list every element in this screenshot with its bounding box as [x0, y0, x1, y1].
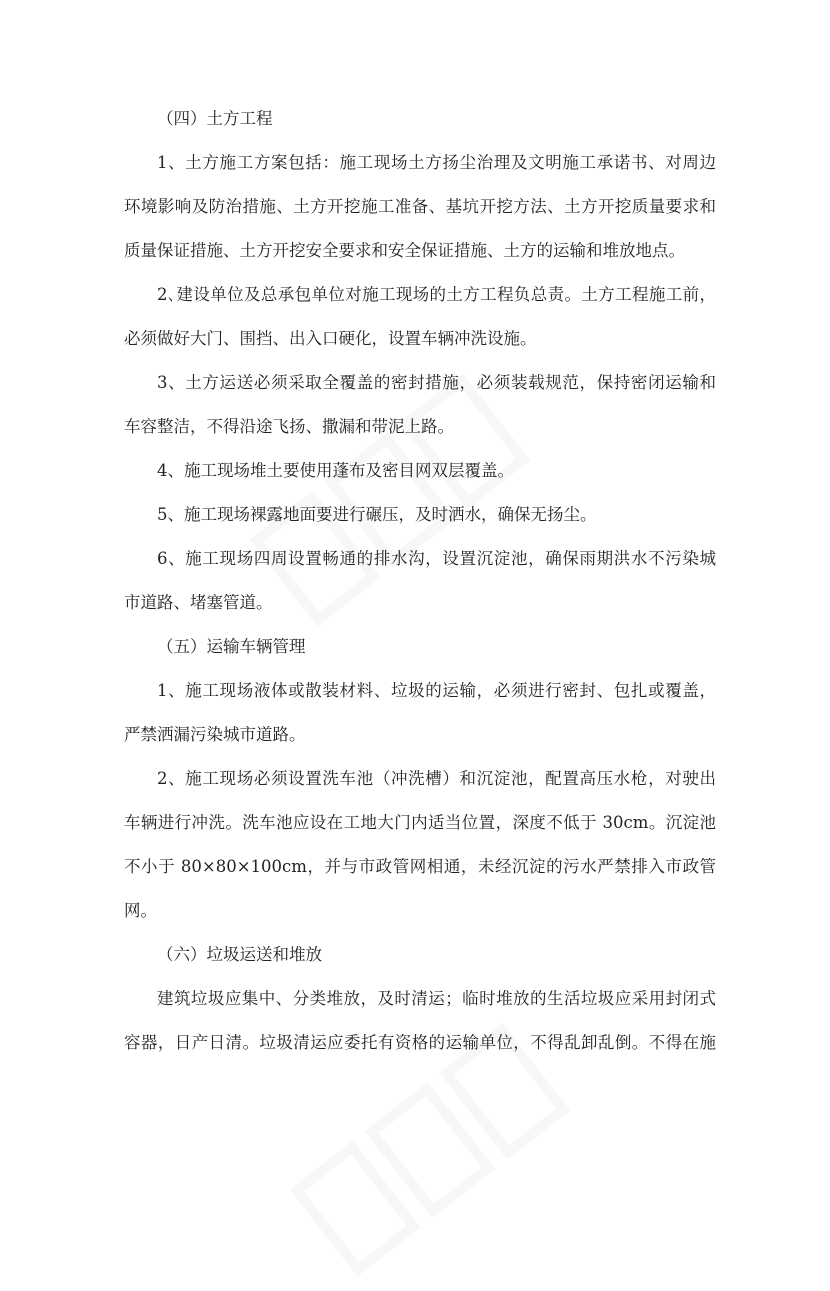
- paragraph-line: 环境影响及防治措施、土方开挖施工准备、基坑开挖方法、土方开挖质量要求和: [124, 197, 716, 216]
- paragraph-line: 容器，日产日清。垃圾清运应委托有资格的运输单位，不得乱卸乱倒。不得在施: [124, 1033, 716, 1052]
- document-body: [124, 108, 716, 1054]
- paragraph-line: 6、施工现场四周设置畅通的排水沟，设置沉淀池，确保雨期洪水不污染城: [157, 549, 716, 568]
- paragraph-line: 车辆进行冲洗。洗车池应设在工地大门内适当位置，深度不低于 30cm。沉淀池: [124, 813, 716, 832]
- paragraph-line: 建筑垃圾应集中、分类堆放，及时清运；临时堆放的生活垃圾应采用封闭式: [157, 989, 716, 1008]
- paragraph-line: 1、土方施工方案包括：施工现场土方扬尘治理及文明施工承诺书、对周边: [157, 153, 716, 172]
- section-heading-five: （五）运输车辆管理: [157, 637, 306, 656]
- section-heading-six: （六）垃圾运送和堆放: [157, 945, 322, 964]
- paragraph-line: 2、施工现场必须设置洗车池（冲洗槽）和沉淀池，配置高压水枪，对驶出: [157, 769, 716, 788]
- paragraph-line: 市道路、堵塞管道。: [124, 593, 273, 612]
- paragraph-line: 车容整洁，不得沿途飞扬、撒漏和带泥上路。: [124, 417, 454, 436]
- paragraph-line: 3、土方运送必须采取全覆盖的密封措施，必须装载规范，保持密闭运输和: [157, 373, 716, 392]
- paragraph-line: 严禁洒漏污染城市道路。: [124, 725, 306, 744]
- paragraph-line: 不小于 80×80×100cm，并与市政管网相通，未经沉淀的污水严禁排入市政管: [124, 857, 716, 876]
- paragraph-line: 必须做好大门、围挡、出入口硬化，设置车辆冲洗设施。: [124, 329, 537, 348]
- paragraph-line: 网。: [124, 901, 157, 920]
- paragraph-line: 2､建设单位及总承包单位对施工现场的土方工程负总责。土方工程施工前，: [157, 285, 716, 304]
- paragraph-line: 1、施工现场液体或散装材料、垃圾的运输，必须进行密封、包扎或覆盖，: [157, 681, 716, 700]
- paragraph-line: 5、施工现场裸露地面要进行碾压，及时洒水，确保无扬尘。: [157, 505, 597, 524]
- paragraph-line: 质量保证措施、土方开挖安全要求和安全保证措施、土方的运输和堆放地点。: [124, 241, 685, 260]
- section-heading-four: （四）土方工程: [157, 109, 273, 128]
- paragraph-line: 4、施工现场堆土要使用蓬布及密目网双层覆盖。: [157, 461, 514, 480]
